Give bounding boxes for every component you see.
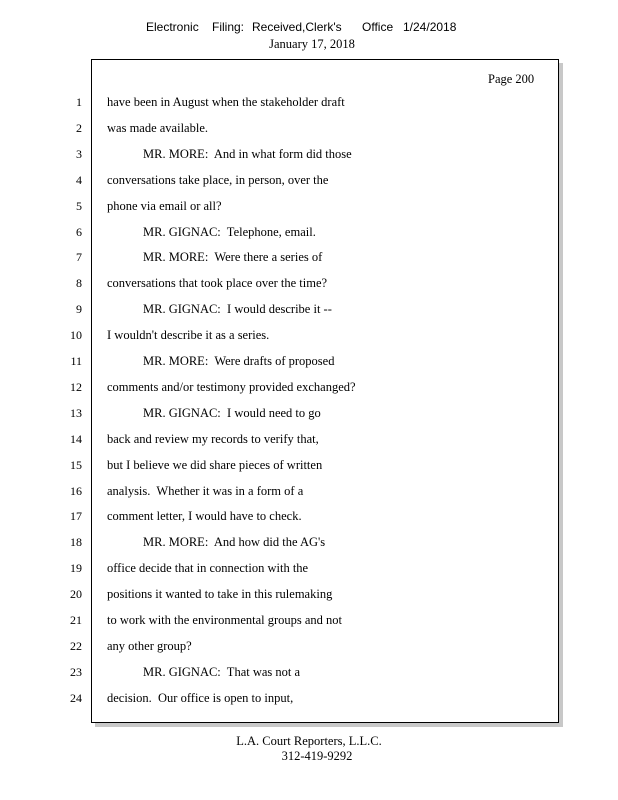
- filing-word-electronic: Electronic: [146, 20, 199, 34]
- line-text: MR. GIGNAC: I would describe it --: [143, 302, 332, 317]
- filing-date: 1/24/2018: [403, 20, 457, 34]
- line-number: 18: [70, 535, 82, 550]
- line-text: conversations that took place over the time?: [107, 276, 328, 291]
- line-number: 24: [70, 690, 82, 705]
- line-number: 16: [70, 483, 82, 498]
- line-text: I wouldn't describe it as a series.: [107, 328, 270, 343]
- line-text: positions it wanted to take in this rulemaking: [107, 587, 333, 602]
- filing-word-received: Received,Clerk's: [252, 20, 342, 34]
- filing-stamp: [0, 20, 618, 36]
- line-number: 3: [76, 146, 82, 161]
- line-text: decision. Our office is open to input,: [107, 690, 294, 705]
- line-text: office decide that in connection with the: [107, 561, 309, 576]
- line-number: 11: [70, 354, 82, 368]
- line-text: MR. MORE: And how did the AG's: [143, 535, 326, 550]
- line-text: comments and/or testimony provided exchanged?: [107, 379, 356, 394]
- line-text: MR. MORE: Were drafts of proposed: [143, 354, 335, 368]
- footer-phone: 312-419-9292: [281, 749, 353, 763]
- line-number: 9: [76, 302, 82, 317]
- line-number: 23: [70, 664, 82, 679]
- line-number: 14: [70, 431, 82, 446]
- page-number: Page 200: [488, 72, 535, 86]
- line-text: comment letter, I would have to check.: [107, 509, 302, 524]
- line-number: 8: [76, 276, 82, 291]
- line-number: 21: [70, 613, 82, 627]
- line-number: 6: [76, 224, 82, 239]
- line-text: MR. GIGNAC: That was not a: [143, 664, 301, 679]
- line-text: back and review my records to verify that,: [107, 431, 319, 446]
- filing-word-filing: Filing:: [212, 20, 245, 34]
- line-number: 22: [70, 638, 82, 653]
- line-number: 20: [70, 587, 82, 602]
- line-text: conversations take place, in person, over the: [107, 172, 329, 187]
- line-number: 13: [70, 405, 82, 420]
- line-number: 10: [70, 328, 82, 343]
- line-text: have been in August when the stakeholder draft: [107, 95, 345, 109]
- line-text: any other group?: [107, 638, 192, 653]
- line-number: 17: [70, 509, 82, 524]
- line-number: 2: [76, 120, 82, 135]
- filing-word-office: Office: [362, 20, 394, 34]
- line-text: MR. GIGNAC: Telephone, email.: [143, 224, 316, 239]
- line-number: 7: [76, 250, 82, 265]
- line-text: analysis. Whether it was in a form of a: [107, 483, 304, 498]
- line-number: 1: [76, 95, 82, 109]
- line-number: 5: [76, 198, 82, 213]
- transcript-date: January 17, 2018: [269, 37, 355, 51]
- line-number: 12: [70, 379, 82, 394]
- line-text: phone via email or all?: [107, 198, 222, 213]
- line-number: 19: [70, 561, 82, 576]
- line-text: but I believe we did share pieces of written: [107, 457, 323, 472]
- line-text: MR. GIGNAC: I would need to go: [143, 405, 321, 420]
- line-text: MR. MORE: Were there a series of: [143, 250, 323, 265]
- line-text: was made available.: [107, 120, 208, 135]
- line-number: 4: [76, 172, 82, 187]
- line-text: to work with the environmental groups and not: [107, 613, 343, 627]
- line-text: MR. MORE: And in what form did those: [143, 146, 352, 161]
- footer-company: L.A. Court Reporters, L.L.C.: [236, 734, 382, 748]
- line-number: 15: [70, 457, 82, 472]
